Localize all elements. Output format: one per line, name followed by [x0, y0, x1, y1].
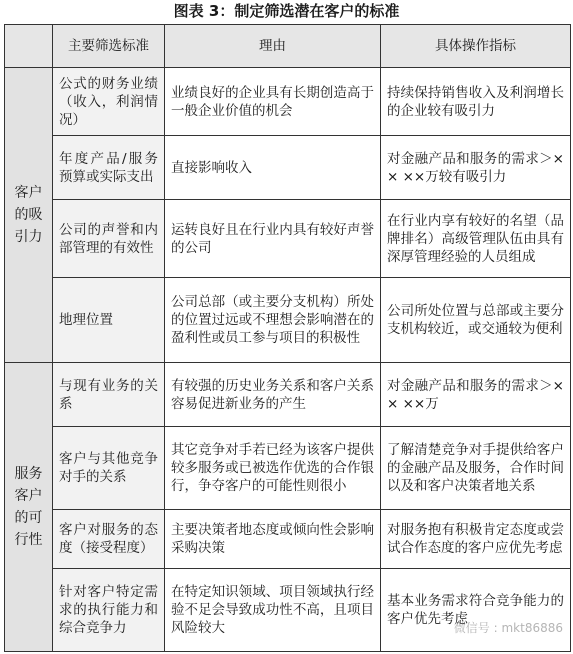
header-blank — [5, 25, 53, 68]
table-row — [5, 278, 571, 363]
reason-cell: 有较强的历史业务关系和客户关系容易促进新业务的产生 — [165, 363, 381, 427]
table-row — [5, 136, 571, 200]
reason-cell: 直接影响收入 — [165, 136, 381, 200]
watermark: 微信号 : mkt86886 — [453, 621, 563, 635]
table-row — [5, 363, 571, 427]
reason-cell: 运转良好且在行业内具有较好声誉的公司 — [165, 200, 381, 278]
table-caption: 图表 3：制定筛选潜在客户的标准 — [173, 2, 400, 20]
criterion-cell: 与现有业务的关系 — [53, 363, 165, 427]
header-reason: 理由 — [165, 25, 381, 68]
criterion-cell: 客户与其他竞争对手的关系 — [53, 427, 165, 510]
criterion-cell: 针对客户特定需求的执行能力和综合竞争力 — [53, 569, 165, 652]
table-row — [5, 200, 571, 278]
header-metric: 具体操作指标 — [381, 25, 571, 68]
header-criterion: 主要筛选标准 — [53, 25, 165, 68]
criterion-cell: 地理位置 — [53, 278, 165, 363]
metric-cell: 公司所处位置与总部或主要分支机构较近，或交通较为便利 — [381, 278, 571, 363]
criteria-table — [4, 24, 571, 652]
table-row — [5, 569, 571, 652]
header-row — [5, 25, 571, 68]
category-feasibility: 服务客户的可行性 — [5, 363, 53, 652]
reason-cell: 其它竞争对手若已经为该客户提供较多服务或已被选作优选的合作银行，争夺客户的可能性则很小 — [165, 427, 381, 510]
metric-cell: 对服务抱有积极肯定态度或尝试合作态度的客户应优先考虑 — [381, 509, 571, 569]
metric-cell: 基本业务需求符合竞争能力的客户优先考虑 — [381, 569, 571, 652]
reason-cell: 在特定知识领域、项目领域执行经验不足会导致成功性不高，且项目风险较大 — [165, 569, 381, 652]
criterion-cell: 年度产品/服务预算或实际支出 — [53, 136, 165, 200]
metric-cell: 持续保持销售收入及利润增长的企业较有吸引力 — [381, 68, 571, 136]
table-row — [5, 509, 571, 569]
category-attractiveness: 客户的吸引力 — [5, 68, 53, 363]
metric-cell: 在行业内享有较好的名望（品牌排名）高级管理队伍由具有深厚管理经验的人员组成 — [381, 200, 571, 278]
metric-cell: 对金融产品和服务的需求＞×× ××万较有吸引力 — [381, 136, 571, 200]
reason-cell: 公司总部（或主要分支机构）所处的位置过远或不理想会影响潜在的盈利性或员工参与项目的积极性 — [165, 278, 381, 363]
reason-cell: 主要决策者地态度或倾向性会影响采购决策 — [165, 509, 381, 569]
criterion-cell: 客户对服务的态度（接受程度） — [53, 509, 165, 569]
reason-cell: 业绩良好的企业具有长期创造高于一般企业价值的机会 — [165, 68, 381, 136]
metric-cell: 了解清楚竞争对手提供给客户的金融产品及服务，合作时间以及和客户决策者地关系 — [381, 427, 571, 510]
table-row — [5, 68, 571, 136]
metric-cell: 对金融产品和服务的需求＞×× ××万 — [381, 363, 571, 427]
criterion-cell: 公式的财务业绩（收入，利润情况） — [53, 68, 165, 136]
table-row — [5, 427, 571, 510]
criterion-cell: 公司的声誉和内部管理的有效性 — [53, 200, 165, 278]
